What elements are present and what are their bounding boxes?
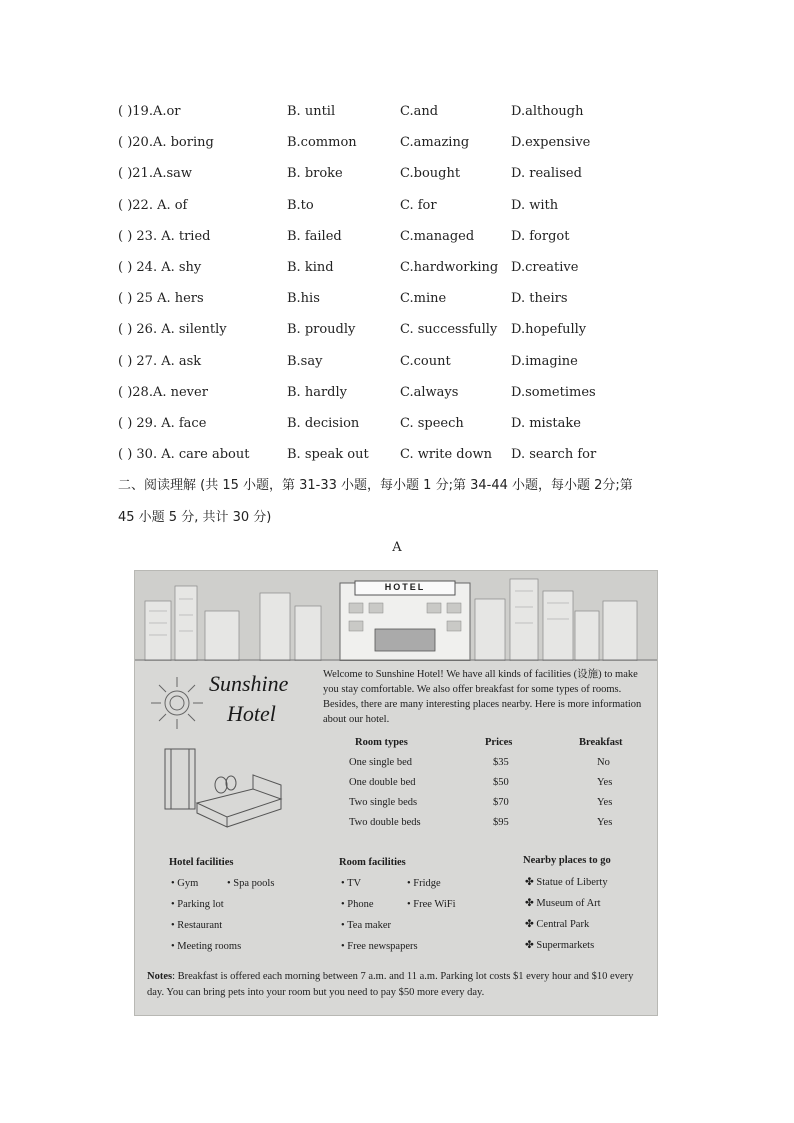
nearby-places-title: Nearby places to go — [523, 855, 611, 866]
facility-meeting-rooms: • Meeting rooms — [171, 941, 242, 952]
question-number: ( ) 27. A. ask — [118, 353, 202, 369]
option-c: C.always — [400, 384, 459, 400]
option-d: D.although — [511, 104, 584, 119]
room-facility-fridge: • Fridge — [407, 878, 441, 889]
nearby-central-park: ✤ Central Park — [525, 919, 590, 930]
hotel-title-line2: Hotel — [227, 701, 276, 726]
nearby-museum-of-art: ✤ Museum of Art — [525, 898, 601, 909]
option-d: D. forgot — [511, 228, 570, 244]
question-row — [118, 102, 678, 122]
breakfast-header: Breakfast — [579, 737, 623, 748]
room-type: Two single beds — [349, 797, 418, 808]
room-breakfast: Yes — [597, 817, 613, 828]
option-b: B. proudly — [287, 322, 356, 338]
question-number: ( )22. A. of — [118, 197, 188, 213]
option-b: B.common — [287, 135, 357, 151]
room-facilities-title: Room facilities — [339, 857, 406, 868]
option-d: D.hopefully — [511, 322, 587, 338]
option-d: D. mistake — [511, 416, 581, 431]
option-c: C. speech — [400, 416, 464, 431]
option-c: C.bought — [400, 166, 461, 182]
option-b: B. until — [287, 104, 336, 119]
hotel-sign: HOTEL — [384, 582, 426, 592]
question-row — [118, 289, 678, 309]
facility-parking-lot: • Parking lot — [171, 899, 224, 910]
question-number: ( ) 26. A. silently — [118, 322, 227, 338]
option-d: D. search for — [511, 447, 597, 463]
passage-label: A — [392, 540, 402, 555]
option-b: B. speak out — [287, 447, 369, 463]
room-price: $50 — [493, 777, 509, 788]
option-d: D. theirs — [511, 291, 568, 307]
option-c: C.and — [400, 104, 439, 119]
option-c: C.mine — [400, 291, 447, 307]
nearby-statue-of-liberty: ✤ Statue of Liberty — [525, 877, 608, 888]
option-d: D.creative — [511, 260, 579, 275]
option-b: B.to — [287, 197, 314, 213]
question-row — [118, 320, 678, 340]
room-price: $95 — [493, 817, 509, 828]
question-number: ( )21.A.saw — [118, 166, 193, 182]
option-c: C.amazing — [400, 135, 470, 151]
prices-header: Prices — [485, 737, 513, 748]
question-number: ( ) 29. A. face — [118, 416, 207, 431]
room-type: One double bed — [349, 777, 416, 788]
room-price: $70 — [493, 797, 509, 808]
question-number: ( ) 25 A. hers — [118, 291, 204, 307]
room-types-header: Room types — [355, 737, 408, 748]
room-breakfast: Yes — [597, 777, 613, 788]
room-facility-newspapers: • Free newspapers — [341, 941, 418, 952]
hotel-facilities-title: Hotel facilities — [169, 857, 234, 868]
question-row — [118, 133, 678, 153]
option-c: C.hardworking — [400, 260, 499, 275]
section-heading-cont: 45 小题 5 分, 共计 30 分) — [118, 510, 272, 525]
room-facility-tea-maker: • Tea maker — [341, 920, 391, 931]
facility-restaurant: • Restaurant — [171, 920, 223, 931]
room-breakfast: Yes — [597, 797, 613, 808]
room-facility-wifi: • Free WiFi — [407, 899, 456, 910]
room-facility-phone: • Phone — [341, 899, 374, 910]
option-d: D.imagine — [511, 353, 578, 369]
option-b: B.his — [287, 291, 320, 307]
notes-label: Notes — [147, 971, 173, 982]
question-row — [118, 383, 678, 403]
room-price: $35 — [493, 757, 509, 768]
option-c: C.managed — [400, 228, 475, 244]
option-c: C. write down — [400, 447, 492, 463]
question-number: ( )28.A. never — [118, 384, 208, 400]
notes-text: : Breakfast is offered each morning between 7 a.m. and 11 a.m. Parking lot costs $1 every hour and $10 every day. You can bring pets into your room but you need to pay $50 more every day. — [147, 971, 634, 998]
option-d: D.sometimes — [511, 384, 596, 400]
option-b: B. kind — [287, 260, 334, 275]
room-facility-tv: • TV — [341, 878, 362, 889]
hotel-title-line1: Sunshine — [209, 671, 289, 696]
question-row — [118, 352, 678, 372]
question-row — [118, 414, 678, 434]
option-b: B. hardly — [287, 384, 347, 400]
option-c: C. successfully — [400, 322, 498, 338]
option-b: B. failed — [287, 228, 342, 244]
option-d: D. realised — [511, 166, 582, 182]
option-b: B. broke — [287, 166, 343, 182]
facility-spa-pools: • Spa pools — [227, 878, 275, 889]
notes — [147, 969, 653, 1001]
room-breakfast: No — [597, 757, 610, 768]
option-b: B.say — [287, 353, 323, 369]
room-type: Two double beds — [349, 817, 421, 828]
nearby-supermarkets: ✤ Supermarkets — [525, 940, 595, 951]
hotel-advertisement — [134, 570, 658, 1016]
option-b: B. decision — [287, 416, 360, 431]
option-c: C.count — [400, 353, 451, 369]
question-row — [118, 164, 678, 184]
sun-icon — [149, 675, 205, 731]
option-d: D.expensive — [511, 135, 591, 151]
question-number: ( ) 30. A. care about — [118, 447, 250, 463]
question-row — [118, 445, 678, 465]
welcome-text: Welcome to Sunshine Hotel! We have all kinds of facilities (设施) to make you stay comfortable. We also offer breakfast for some types of rooms. Besides, there are many interesting places nearby. Here is more information about our hotel. — [323, 669, 642, 725]
question-number: ( ) 23. A. tried — [118, 228, 211, 244]
question-number: ( )19.A.or — [118, 104, 181, 119]
question-row — [118, 196, 678, 216]
option-c: C. for — [400, 197, 437, 213]
question-number: ( )20.A. boring — [118, 135, 214, 151]
question-row — [118, 258, 678, 278]
section-heading: 二、阅读理解 (共 15 小题，第 31-33 小题，每小题 1 分;第 34-44 小题，每小题 2分;第 — [118, 478, 633, 493]
room-type: One single bed — [349, 757, 412, 768]
question-number: ( ) 24. A. shy — [118, 260, 202, 275]
facility-gym: • Gym — [171, 878, 199, 889]
option-d: D. with — [511, 197, 559, 213]
bedroom-illustration — [157, 741, 287, 831]
question-row — [118, 227, 678, 247]
